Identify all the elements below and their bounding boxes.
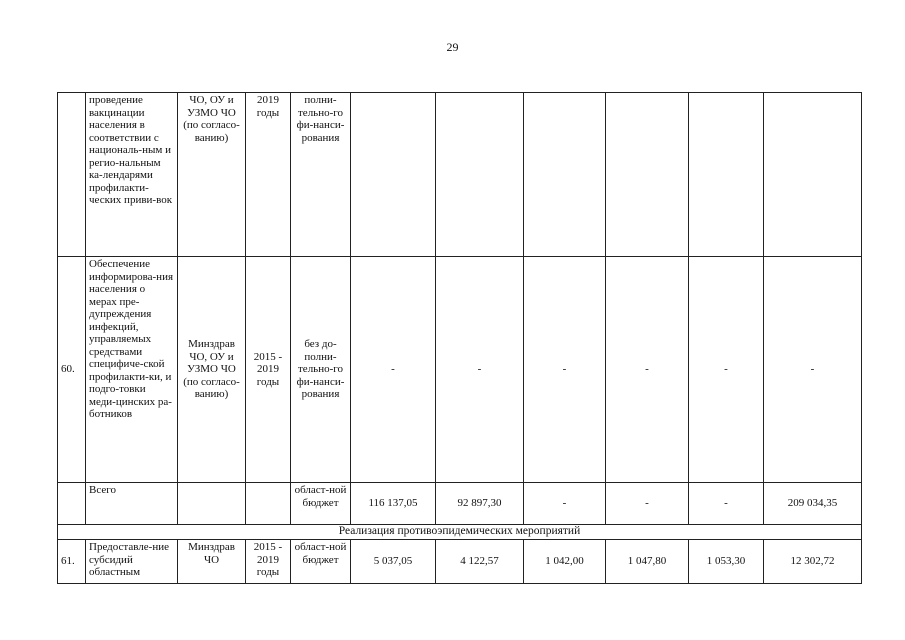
row-number bbox=[58, 93, 86, 257]
value-cell bbox=[524, 93, 606, 257]
table-row bbox=[58, 93, 862, 257]
value-cell bbox=[764, 93, 862, 257]
years: 2019 годы bbox=[246, 93, 291, 257]
measure-description: Обеспечение информирова-ния населения о мерах пре-дупреждения инфекций, управляемых средствами специфиче-ской профилакти-ки, и подго-товки меди-цинских ра-ботников bbox=[86, 257, 178, 483]
page-number: 29 bbox=[446, 40, 459, 54]
measure-description: Предоставле-ние субсидий областным bbox=[86, 540, 178, 584]
value-cell: 1 042,00 bbox=[524, 540, 606, 584]
value-cell: - bbox=[436, 257, 524, 483]
table-row bbox=[58, 540, 862, 584]
executor: Минздрав ЧО bbox=[178, 540, 246, 584]
value-cell: - bbox=[689, 257, 764, 483]
value-cell: 1 047,80 bbox=[606, 540, 689, 584]
value-cell: 209 034,35 bbox=[764, 483, 862, 525]
measure-description: Всего bbox=[86, 483, 178, 525]
funding-source: полни-тельно-го фи-нанси-рования bbox=[291, 93, 351, 257]
value-cell: 12 302,72 bbox=[764, 540, 862, 584]
value-cell: 1 053,30 bbox=[689, 540, 764, 584]
row-number: 61. bbox=[58, 540, 86, 584]
value-cell: - bbox=[524, 257, 606, 483]
value-cell: - bbox=[764, 257, 862, 483]
table-row bbox=[58, 483, 862, 525]
section-row bbox=[58, 525, 862, 540]
years bbox=[246, 483, 291, 525]
row-number: 60. bbox=[58, 257, 86, 483]
value-cell: 5 037,05 bbox=[351, 540, 436, 584]
program-table bbox=[57, 92, 862, 584]
value-cell: - bbox=[606, 257, 689, 483]
value-cell: - bbox=[351, 257, 436, 483]
value-cell bbox=[606, 93, 689, 257]
years: 2015 - 2019 годы bbox=[246, 257, 291, 483]
value-cell: - bbox=[524, 483, 606, 525]
executor: ЧО, ОУ и УЗМО ЧО (по согласо-ванию) bbox=[178, 93, 246, 257]
section-title: Реализация противоэпидемических мероприятий bbox=[58, 525, 862, 540]
funding-source: без до-полни-тельно-го фи-нанси-рования bbox=[291, 257, 351, 483]
value-cell bbox=[436, 93, 524, 257]
funding-source: област-ной бюджет bbox=[291, 540, 351, 584]
measure-description: проведение вакцинации населения в соответствии с националь-ным и регио-нальным ка-лендарями профилакти-ческих приви-вок bbox=[86, 93, 178, 257]
value-cell bbox=[351, 93, 436, 257]
value-cell: 116 137,05 bbox=[351, 483, 436, 525]
value-cell: 4 122,57 bbox=[436, 540, 524, 584]
value-cell bbox=[689, 93, 764, 257]
value-cell: - bbox=[606, 483, 689, 525]
row-number bbox=[58, 483, 86, 525]
executor bbox=[178, 483, 246, 525]
value-cell: 92 897,30 bbox=[436, 483, 524, 525]
value-cell: - bbox=[689, 483, 764, 525]
funding-source: област-ной бюджет bbox=[291, 483, 351, 525]
executor: Минздрав ЧО, ОУ и УЗМО ЧО (по согласо-ванию) bbox=[178, 257, 246, 483]
years: 2015 - 2019 годы bbox=[246, 540, 291, 584]
table-row bbox=[58, 257, 862, 483]
